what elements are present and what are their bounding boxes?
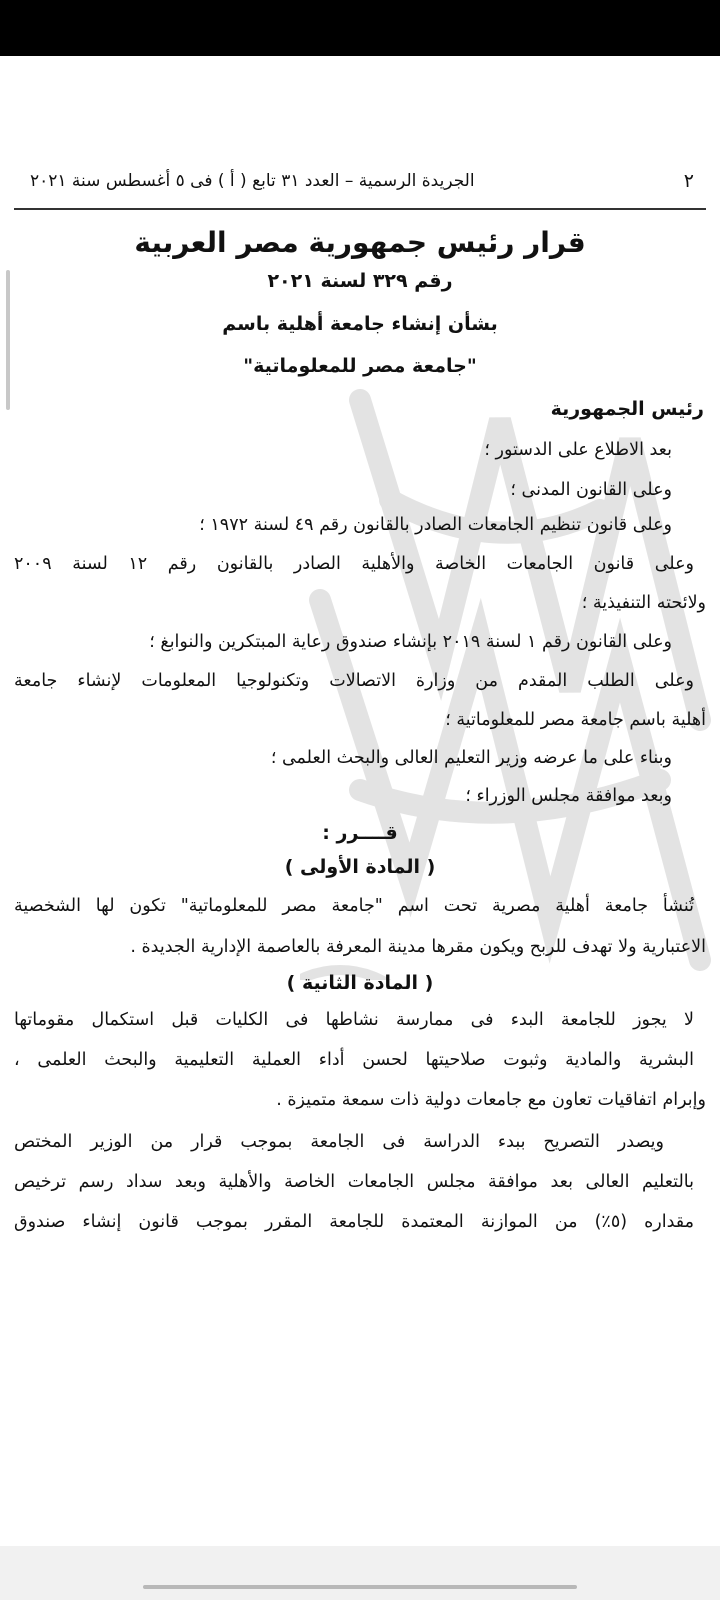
header-text: الجريدة الرسمية – العدد ٣١ تابع ( أ ) فى ٥ أغسطس سنة ٢٠٢١ [30,171,475,191]
preamble-line: بعد الاطلاع على الدستور ؛ [484,440,672,460]
decided-heading: قــــرر : [322,822,398,844]
preamble-line: وعلى القانون رقم ١ لسنة ٢٠١٩ بإنشاء صندوق رعاية المبتكرين والنوابغ ؛ [149,632,672,652]
article-1-line: الاعتبارية ولا تهدف للربح ويكون مقرها مدينة المعرفة بالعاصمة الإدارية الجديدة . [130,937,706,957]
preamble-line: أهلية باسم جامعة مصر للمعلوماتية ؛ [445,710,706,730]
decree-title: قرار رئيس جمهورية مصر العربية [134,226,586,259]
article-2-heading: ( المادة الثانية ) [286,972,434,994]
subject-line-2: "جامعة مصر للمعلوماتية" [243,355,477,377]
decree-number: رقم ٣٢٩ لسنة ٢٠٢١ [267,270,453,292]
navigation-bar [0,1546,720,1600]
preamble-line: وبناء على ما عرضه وزير التعليم العالى والبحث العلمى ؛ [270,748,672,768]
header-divider [14,208,706,210]
page-header [30,166,694,196]
article-1-line: تُنشأ جامعة أهلية مصرية تحت اسم "جامعة مصر للمعلوماتية" تكون لها الشخصية [14,896,694,916]
article-2-line: وإبرام اتفاقيات تعاون مع جامعات دولية ذات سمعة متميزة . [276,1090,706,1110]
page-number: ٢ [683,170,694,192]
preamble-line: وعلى الطلب المقدم من وزارة الاتصالات وتكنولوجيا المعلومات لإنشاء جامعة [14,671,694,691]
article-2-line: لا يجوز للجامعة البدء فى ممارسة نشاطها فى الكليات قبل استكمال مقوماتها [14,1010,694,1030]
president-heading: رئيس الجمهورية [550,398,704,420]
preamble-line: وعلى القانون المدنى ؛ [510,480,672,500]
preamble-line: وبعد موافقة مجلس الوزراء ؛ [465,786,672,806]
article-1-heading: ( المادة الأولى ) [284,856,436,878]
status-bar [0,0,720,56]
subject-line-1: بشأن إنشاء جامعة أهلية باسم [222,313,498,335]
home-gesture-handle[interactable] [143,1585,577,1589]
article-2-line: بالتعليم العالى بعد موافقة مجلس الجامعات الخاصة والأهلية وبعد سداد رسم ترخيص [14,1172,694,1192]
preamble-line: وعلى قانون تنظيم الجامعات الصادر بالقانون رقم ٤٩ لسنة ١٩٧٢ ؛ [199,515,672,535]
article-2-line: مقداره (٥٪) من الموازنة المعتمدة للجامعة المقرر بموجب قانون إنشاء صندوق [14,1212,694,1232]
preamble-line: وعلى قانون الجامعات الخاصة والأهلية الصادر بالقانون رقم ١٢ لسنة ٢٠٠٩ [14,554,694,574]
preamble-line: ولائحته التنفيذية ؛ [581,593,706,613]
article-2-line: البشرية والمادية وثبوت صلاحيتها لحسن أداء العملية التعليمية والبحث العلمى ، [14,1050,694,1070]
article-2-line: ويصدر التصريح ببدء الدراسة فى الجامعة بموجب قرار من الوزير المختص [14,1132,664,1152]
